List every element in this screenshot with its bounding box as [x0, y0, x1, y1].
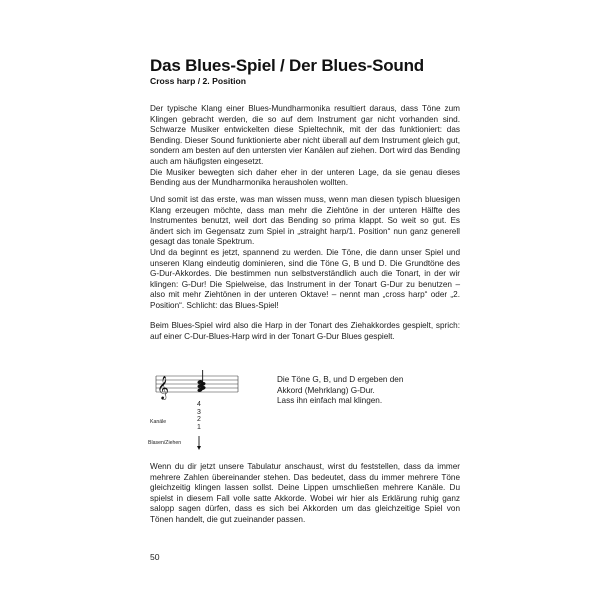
paragraph-4: Und da beginnt es jetzt, spannend zu werden. Die Töne, die dann unser Spiel und unseren Klang eindeutig dominieren, sind die Töne G, B und D. Die Grundtöne des G-Dur-Akkordes. Die bestimmen nun selbstverständlich auch die Tonart, in der wir klingen: G-Dur! Die Spielweise, das Instrument in der Tonart G-Dur zu benutzen – also mit mehr Ziehtönen in der unteren Oktave! – nennt man „cross harp“ oder „2. Position“. Schlicht: das Blues-Spiel! — [150, 247, 460, 310]
caption-line: Die Töne G, B, und D ergeben den — [277, 375, 404, 384]
chord-caption — [277, 375, 457, 407]
paragraph-3: Und somit ist das erste, was man wissen muss, wenn man diesen typisch bluesigen Klang erzeugen möchte, dass man mehr die Ziehtöne in der unteren Hälfte des Instrumentes benutzt, weil dort das Bending so prima klappt. So weit so gut. Es ändert sich im Gegensatz zum Spiel in „straight harp/1. Position“ nun ganz generell gesagt das tonale Spektrum. — [150, 195, 460, 247]
paragraph-2: Die Musiker bewegten sich daher eher in der unteren Lage, da sie genau dieses Bending aus der Mundharmonika herausholen wollten. — [150, 167, 460, 188]
page-number: 50 — [150, 552, 160, 562]
tab-numbers — [195, 401, 203, 432]
tab-number: 3 — [197, 408, 201, 416]
tab-number: 1 — [197, 424, 201, 432]
channels-label: Kanäle — [150, 419, 167, 425]
caption-line: Akkord (Mehrklang) G-Dur. — [277, 385, 375, 395]
page-title: Das Blues-Spiel / Der Blues-Sound — [150, 56, 424, 75]
treble-clef-icon — [157, 375, 169, 400]
svg-text:𝄞: 𝄞 — [157, 375, 169, 399]
caption-line: Lass ihn einfach mal klingen. — [277, 396, 383, 406]
text-block-1 — [150, 104, 460, 189]
text-block-4 — [150, 462, 460, 526]
chord-notes — [197, 370, 206, 393]
tab-number: 4 — [197, 401, 201, 408]
arrow-down-icon — [197, 436, 201, 450]
text-block-3 — [150, 321, 460, 342]
blow-draw-label: Blasen/Ziehen — [148, 440, 182, 446]
tab-number: 2 — [197, 416, 201, 424]
page-subtitle: Cross harp / 2. Position — [150, 76, 246, 86]
text-block-2 — [150, 195, 460, 312]
paragraph-1: Der typische Klang einer Blues-Mundharmonika resultiert daraus, dass Töne zum Klingen gebracht werden, die so auf dem Instrument gar nicht vorhanden sind. Schwarze Musiker entwickelten diese Spieltechnik, mit der das funktioniert: das Bending. Dieser Sound funktionierte aber nicht überall auf dem Instrument gleich gut, sondern am besten auf den untersten vier Kanälen auf ziehen. Dort wird das Bending auch am häufigsten eingesetzt. — [150, 104, 460, 166]
paragraph-5: Beim Blues-Spiel wird also die Harp in der Tonart des Ziehakkordes gespielt, sprich: auf einer C-Dur-Blues-Harp wird in der Tonart G-Dur Blues gespielt. — [150, 321, 460, 341]
paragraph-6: Wenn du dir jetzt unsere Tabulatur anschaust, wirst du feststellen, dass da immer mehrere Zahlen übereinander stehen. Das bedeutet, dass du immer mehrere Töne gleichzeitig klingen lassen sollst. Deine Lippen umschließen mehrere Kanäle. Du spielst in diesem Fall volle satte Akkorde. Wobei wir hier als Erklärung ruhig ganz salopp sagen dürfen, dass es sich bei Akkorden um das gleichzeitige Spiel von Tönen handelt, die gut zueinander passen. — [150, 462, 460, 524]
